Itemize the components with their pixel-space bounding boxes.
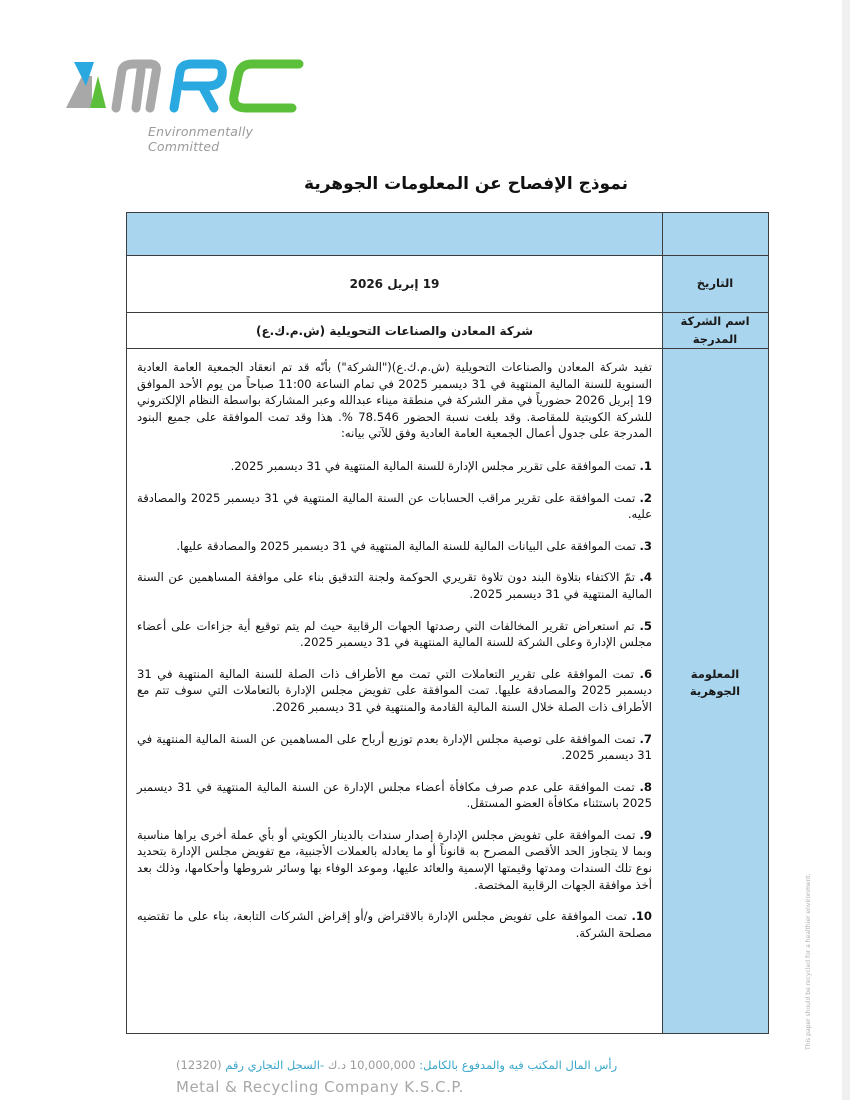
capital-label: رأس المال المكتب فيه والمدفوع بالكامل:: [419, 1058, 618, 1072]
company-name-label: اسم الشركة المدرجة: [680, 314, 750, 346]
resolution-item: 3. تمت الموافقة على البيانات المالية للسنة المالية المنتهية في 31 ديسمبر 2025 والمصادقة عليها.: [176, 538, 652, 553]
material-info-body: [137, 359, 652, 956]
recycle-note: This paper should be recycled for a healthier environment.: [805, 873, 812, 1050]
capital-value: 10,000,000 د.ك: [327, 1058, 416, 1072]
mrc-logo: [64, 56, 324, 154]
company-name-value: شركة المعادن والصناعات التحويلية (ش.م.ك.ع): [255, 323, 534, 338]
date-value: 19 إبريل 2026: [349, 277, 440, 291]
resolution-item: 8. تمت الموافقة على عدم صرف مكافأة أعضاء مجلس الإدارة عن السنة المالية المنتهية في 31 ديسمبر 2025 باستثناء مكافأة العضو المستقل.: [137, 779, 652, 811]
register-value: (12320): [176, 1058, 222, 1072]
mrc-logo-icon: [64, 56, 314, 116]
row-divider: [127, 348, 768, 349]
resolution-item: 1. تمت الموافقة على تقرير مجلس الإدارة للسنة المالية المنتهية في 31 ديسمبر 2025.: [230, 458, 652, 473]
table-header-band: [127, 213, 662, 256]
resolution-item: 9. تمت الموافقة على تفويض مجلس الإدارة إصدار سندات بالدينار الكويتي أو بأي عملة أخرى يراها مناسبة وبما لا يتجاوز الحد الأقصى المصرح به قانوناً أو ما يعادله بالعملات الأجنبية، مع تفويض مجلس الإدارة بتحديد نوع تلك السندات ومدتها وقيمتها الإسمية والعائد عليها، وموعد الوفاء بها وسائر شروطها وأحكامها، وذلك بعد أخذ موافقة الجهات الرقابية المختصة.: [137, 827, 652, 892]
resolution-item: 6. تمت الموافقة على تقرير التعاملات التي تمت مع الأطراف ذات الصلة للسنة المالية المنتهية في 31 ديسمبر 2025 والمصادقة عليها. تمت الموافقة على تفويض مجلس الإدارة بالتعاملات التي سوف تتم مع الأطراف ذات الصلة خلال السنة المالية القادمة والمنتهية في 31 ديسمبر 2026.: [137, 666, 653, 714]
resolution-item: 2. تمت الموافقة على تقرير مراقب الحسابات عن السنة المالية المنتهية في 31 ديسمبر 2025 والمصادقة عليه.: [137, 490, 652, 522]
footer-capital-line: [176, 1058, 617, 1072]
scan-edge: [842, 0, 850, 1100]
resolution-item: 4. تمّ الاكتفاء بتلاوة البند دون تلاوة تقريري الحوكمة ولجنة التدقيق بناء على موافقة المساهمين عن السنة المالية المنتهية في 31 ديسمبر 2025.: [137, 570, 652, 601]
intro-paragraph: تفيد شركة المعادن والصناعات التحويلية (ش.م.ك.ع)("الشركة") بأنّه قد تم انعقاد الجمعية العامة العادية السنوية للسنة المالية المنتهية في 31 ديسمبر 2025 في تمام الساعة 11:00 صباحاً من يوم الأحد الموافق 19 إبريل 2026 حضورياً في مقر الشركة في منطقة ميناء عبدالله وعبر المشاركة بواسطة النظام الإلكتروني للشركة الكويتية للمقاصة. وقد بلغت نسبة الحضور 78.546 %. هذا وقد تمت الموافقة على جميع البنود المدرجة على جدول أعمال الجمعية العامة العادية وفق للآتي بيانه:: [137, 360, 652, 441]
disclosure-table: [126, 212, 769, 1034]
footer-company-en: Metal & Recycling Company K.S.C.P.: [176, 1078, 464, 1096]
logo-tagline: Environmentally Committed: [148, 124, 254, 154]
resolution-item: 5. تم استعراض تقرير المخالفات التي رصدتها الجهات الرقابية حيث لم يتم توقيع أية جزاءات على أعضاء مجلس الإدارة وعلى الشركة للسنة المالية المنتهية في 31 ديسمبر 2025.: [137, 618, 652, 650]
material-info-label: المعلومة الجوهرية: [689, 666, 741, 698]
resolution-item: 10. تمت الموافقة على تفويض مجلس الإدارة بالاقتراض و/أو إقراض الشركات التابعة، بناء على ما تقتضيه مصلحة الشركة.: [137, 909, 652, 940]
form-title: نموذج الإفصاح عن المعلومات الجوهرية: [304, 174, 628, 194]
register-label: -السجل التجاري رقم: [225, 1058, 325, 1072]
resolution-item: 7. تمت الموافقة على توصية مجلس الإدارة بعدم توزيع أرباح على المساهمين عن السنة المالية المنتهية في 31 ديسمبر 2025.: [137, 731, 652, 763]
date-label: التاريخ: [696, 276, 734, 291]
